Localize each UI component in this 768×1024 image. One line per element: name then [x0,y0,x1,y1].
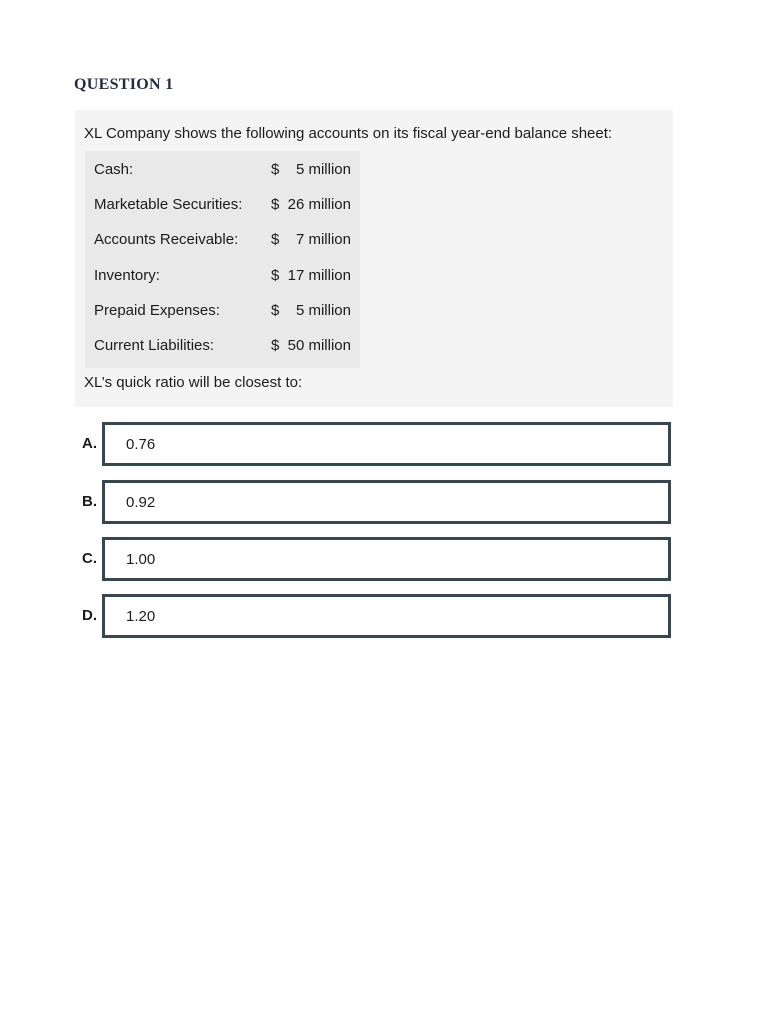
choice-text: 0.76 [126,436,156,453]
account-name: Accounts Receivable: [94,231,239,248]
account-name: Marketable Securities: [94,196,243,213]
question-stem [75,110,673,407]
account-name: Inventory: [94,267,160,284]
question-prompt: XL’s quick ratio will be closest to: [84,374,303,391]
account-row [85,221,360,256]
question-intro: XL Company shows the following accounts on its fiscal year-end balance sheet: [84,125,613,142]
account-row [85,292,360,327]
account-row [85,257,360,292]
question-title: QUESTION 1 [74,76,174,93]
account-currency: $ [271,196,280,213]
account-row [85,151,360,186]
choice-letter: D. [82,607,97,624]
choice-option-box[interactable] [102,422,671,466]
accounts-table [85,151,360,368]
answer-choice-a[interactable] [82,422,672,466]
choice-letter: A. [82,435,97,452]
account-amount: 26 million [287,196,351,213]
choice-text: 1.20 [126,608,156,625]
choice-letter: C. [82,550,97,567]
choice-text: 0.92 [126,494,156,511]
account-currency: $ [271,302,280,319]
account-row [85,327,360,362]
answer-choice-d[interactable] [82,594,672,638]
account-name: Cash: [94,161,134,178]
account-amount: 5 million [295,302,351,319]
answer-choice-c[interactable] [82,537,672,581]
account-currency: $ [271,267,280,284]
choice-letter: B. [82,493,97,510]
choice-option-box[interactable] [102,537,671,581]
choice-option-box[interactable] [102,594,671,638]
account-currency: $ [271,231,280,248]
account-amount: 50 million [287,337,351,354]
account-row [85,186,360,221]
account-amount: 7 million [295,231,351,248]
account-currency: $ [271,161,280,178]
answer-choice-b[interactable] [82,480,672,524]
account-name: Prepaid Expenses: [94,302,220,319]
account-amount: 17 million [287,267,351,284]
choice-option-box[interactable] [102,480,671,524]
account-amount: 5 million [295,161,351,178]
choice-text: 1.00 [126,551,156,568]
account-name: Current Liabilities: [94,337,215,354]
account-currency: $ [271,337,280,354]
